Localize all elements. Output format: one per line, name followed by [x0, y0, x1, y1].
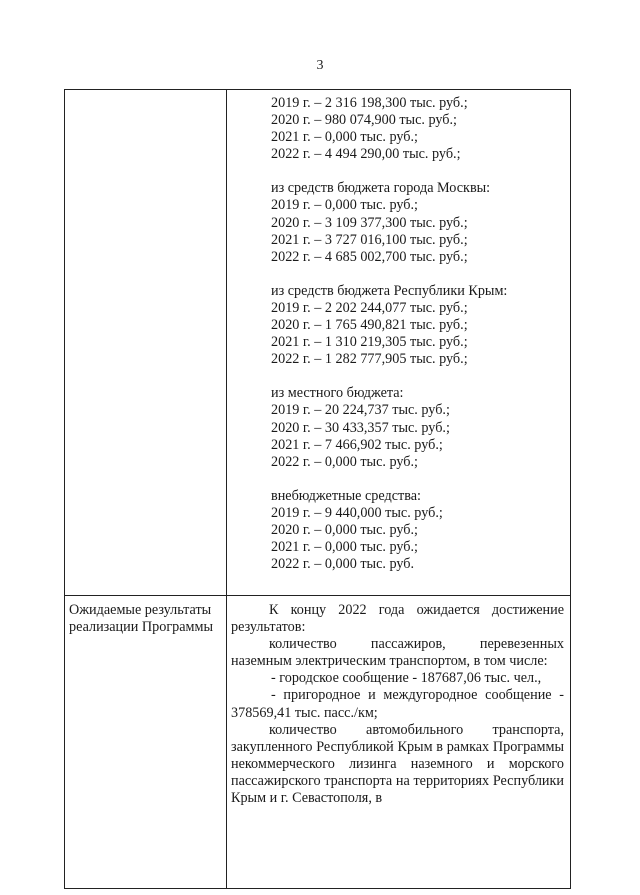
funding-line: 2022 г. – 0,000 тыс. руб.;: [271, 453, 418, 470]
funding-line: 2022 г. – 4 685 002,700 тыс. руб.;: [271, 248, 468, 265]
funding-block-heading: из местного бюджета:: [271, 385, 404, 402]
funding-block-heading: из средств бюджета Республики Крым:: [271, 282, 508, 299]
funding-line: 2022 г. – 4 494 290,00 тыс. руб.;: [271, 146, 461, 163]
results-text-cell: [227, 596, 571, 889]
funding-line: 2019 г. – 9 440,000 тыс. руб.;: [271, 504, 443, 521]
funding-line: 2020 г. – 980 074,900 тыс. руб.;: [271, 112, 458, 129]
funding-line: 2019 г. – 0,000 тыс. руб.;: [271, 197, 418, 214]
funding-label-cell: [65, 90, 227, 596]
funding-block-heading: из средств бюджета города Москвы:: [271, 180, 491, 197]
funding-line: 2020 г. – 30 433,357 тыс. руб.;: [271, 419, 450, 436]
results-label: Ожидаемые результаты реализации Программы: [65, 596, 227, 889]
results-passengers: количество пассажиров, перевезенных наземным электрическим транспортом, в том числе:: [231, 636, 564, 670]
program-passport-table: [64, 89, 571, 889]
funding-row: [65, 90, 571, 596]
funding-line: 2021 г. – 3 727 016,100 тыс. руб.;: [271, 231, 468, 248]
funding-block-extrabudgetary: [271, 488, 564, 573]
funding-block-federal: [271, 95, 564, 163]
results-city-traffic: - городское сообщение - 187687,06 тыс. чел.,: [271, 670, 542, 687]
funding-block-moscow: [271, 180, 564, 265]
funding-line: 2022 г. – 1 282 777,905 тыс. руб.;: [271, 351, 468, 368]
results-intro: К концу 2022 года ожидается достижение результатов:: [231, 602, 564, 636]
funding-line: 2020 г. – 0,000 тыс. руб.;: [271, 521, 418, 538]
funding-line: 2021 г. – 1 310 219,305 тыс. руб.;: [271, 334, 468, 351]
results-vehicles: количество автомобильного транспорта, закупленного Республикой Крым в рамках Программы некоммерческого лизинга наземного и морского пассажирского транспорта на территориях Республики Крым и г. Севастополя, в: [231, 721, 564, 807]
funding-line: 2021 г. – 7 466,902 тыс. руб.;: [271, 436, 443, 453]
funding-line: 2022 г. – 0,000 тыс. руб.: [271, 556, 415, 573]
funding-line: 2019 г. – 20 224,737 тыс. руб.;: [271, 402, 450, 419]
funding-block-crimea: [271, 283, 564, 368]
results-suburban-traffic: - пригородное и междугородное сообщение - 378569,41 тыс. пасс./км;: [231, 687, 564, 721]
funding-line: 2020 г. – 3 109 377,300 тыс. руб.;: [271, 214, 468, 231]
funding-block-heading: внебюджетные средства:: [271, 487, 421, 504]
funding-block-local: [271, 385, 564, 470]
page-number: 3: [316, 58, 324, 73]
funding-line: 2021 г. – 0,000 тыс. руб.;: [271, 129, 418, 146]
funding-line: 2019 г. – 2 202 244,077 тыс. руб.;: [271, 299, 468, 316]
funding-values-cell: [227, 90, 571, 596]
funding-line: 2019 г. – 2 316 198,300 тыс. руб.;: [271, 95, 468, 111]
results-row: [65, 596, 571, 889]
funding-line: 2021 г. – 0,000 тыс. руб.;: [271, 539, 418, 556]
funding-line: 2020 г. – 1 765 490,821 тыс. руб.;: [271, 317, 468, 334]
